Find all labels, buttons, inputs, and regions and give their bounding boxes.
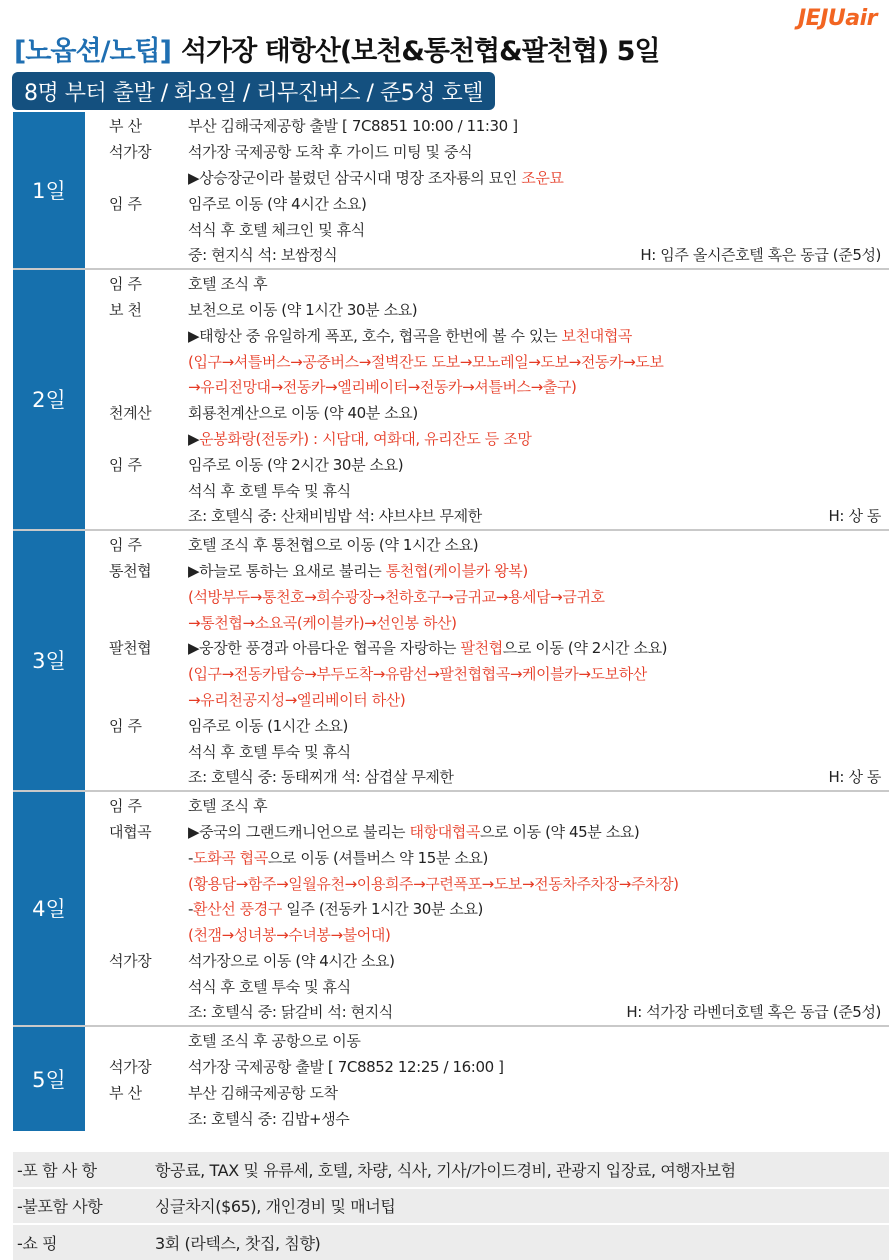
highlight-text: 보천대협곡	[561, 326, 632, 345]
itinerary-line	[85, 1028, 889, 1054]
terms-row	[13, 1150, 889, 1187]
terms-label: -쇼 핑	[17, 1233, 58, 1253]
description-text: 조: 호텔식 중: 김밥+생수	[188, 1109, 350, 1128]
place-name: 보 천	[109, 300, 142, 319]
itinerary-line	[85, 896, 889, 922]
line-description	[188, 167, 889, 188]
itinerary-line	[85, 532, 889, 558]
line-description	[188, 376, 889, 397]
day-body	[85, 270, 889, 529]
line-description	[188, 505, 889, 526]
day-row	[13, 112, 889, 268]
itinerary-line	[85, 948, 889, 974]
description-text: 석가장 국제공항 출발 [ 7C8852 12:25 / 16:00 ]	[188, 1058, 504, 1077]
line-description	[188, 821, 889, 842]
itinerary-line	[85, 558, 889, 584]
highlight-text: 태항대협곡	[409, 822, 480, 841]
highlight-text: (황용담→함주→일월유천→이용희주→구련폭포→도보→전동차주차장→주차장)	[188, 874, 679, 893]
description-text: 호텔 조식 후 통천협으로 이동 (약 1시간 소요)	[188, 536, 479, 555]
highlight-text: (입구→셔틀버스→공중버스→절벽잔도 도보→모노레일→도보→전동카→도보	[188, 352, 664, 371]
line-description	[188, 193, 889, 214]
terms-label: -포 함 사 항	[17, 1160, 97, 1180]
highlight-text: →유리천공지성→엘리베이터 하산)	[188, 690, 406, 709]
place-name: 임 주	[109, 536, 142, 555]
description-text: 석식 후 호텔 체크인 및 휴식	[188, 220, 365, 239]
place-name: 임 주	[109, 194, 142, 213]
line-description	[188, 663, 889, 684]
highlight-text: 조운묘	[521, 168, 564, 187]
line-description	[188, 741, 889, 762]
line-description	[188, 689, 889, 710]
itinerary-line	[85, 922, 889, 948]
itinerary-line	[85, 609, 889, 635]
description-text: 호텔 조식 후 공항으로 이동	[188, 1032, 361, 1051]
highlight-text: 환산선 풍경구	[193, 900, 282, 919]
terms-row	[13, 1187, 889, 1224]
itinerary-line	[85, 1079, 889, 1105]
line-description	[188, 795, 889, 816]
day-body	[85, 792, 889, 1025]
highlight-text: →유리전망대→전동카→엘리베이터→전동카→셔틀버스→출구)	[188, 378, 577, 397]
place-name: 통천협	[109, 561, 152, 580]
itinerary-line	[85, 139, 889, 165]
title-main: 석가장 태항산(보천&통천협&팔천협) 5일	[180, 35, 660, 67]
hotel-info: H: 상 동	[828, 768, 881, 787]
itinerary-line	[85, 322, 889, 348]
description-text: 조: 호텔식 중: 산채비빔밥 석: 샤브샤브 무제한	[188, 507, 482, 526]
highlight-text: →통천협→소요곡(케이블카)→선인봉 하산)	[188, 613, 457, 632]
itinerary-line	[85, 374, 889, 400]
description-text: 부산 김해국제공항 출발 [ 7C8851 10:00 / 11:30 ]	[188, 117, 518, 136]
itinerary-line	[85, 348, 889, 374]
place-name: 석가장	[109, 143, 152, 162]
highlight-text: 운봉화랑(전동카) : 시담대, 여화대, 유리잔도 등 조망	[199, 429, 532, 448]
day-body	[85, 531, 889, 790]
itinerary-line	[85, 844, 889, 870]
line-description	[188, 637, 889, 658]
itinerary-line	[85, 999, 889, 1025]
line-description	[188, 950, 889, 971]
itinerary-line	[85, 712, 889, 738]
place-name: 부 산	[109, 117, 142, 136]
line-description	[188, 847, 889, 868]
description-text: ▶태항산 중 유일하게 폭포, 호수, 협곡을 한번에 볼 수 있는	[188, 326, 562, 345]
itinerary-line	[85, 819, 889, 845]
description-text: 호텔 조식 후	[188, 797, 268, 816]
line-description	[188, 428, 889, 449]
highlight-text: (석방부두→통천호→희수광장→천하호구→금귀교→용세담→금귀호	[188, 587, 605, 606]
itinerary-line	[85, 687, 889, 713]
description-text: ▶	[188, 429, 200, 448]
description-text: 중: 현지식 석: 보쌈정식	[188, 246, 338, 265]
line-description	[188, 351, 889, 372]
day-row	[13, 529, 889, 790]
title-tag: [노옵션/노팁]	[14, 35, 171, 67]
itinerary-line	[85, 400, 889, 426]
jejuair-logo: JEJUair	[798, 6, 877, 31]
place-name: 팔천협	[109, 639, 152, 658]
terms-label: -불포함 사항	[17, 1197, 103, 1217]
day-label: 1일	[13, 112, 85, 268]
place-name: 부 산	[109, 1083, 142, 1102]
terms-value: 3회 (라텍스, 찻집, 침향)	[155, 1233, 321, 1253]
day-label: 4일	[13, 792, 85, 1025]
description-text: 석가장 국제공항 도착 후 가이드 미팅 및 중식	[188, 143, 473, 162]
description-text: ▶중국의 그랜드캐니언으로 불리는	[188, 822, 410, 841]
line-description	[188, 715, 889, 736]
place-name: 대협곡	[109, 822, 152, 841]
line-description	[188, 873, 889, 894]
line-description	[188, 219, 889, 240]
description-text: -	[188, 848, 194, 867]
day-row	[13, 1025, 889, 1131]
itinerary-line	[85, 216, 889, 242]
itinerary-line	[85, 870, 889, 896]
itinerary-line	[85, 661, 889, 687]
terms-table	[13, 1150, 889, 1260]
description-text: 으로 이동 (약 45분 소요)	[479, 822, 640, 841]
description-text: 석식 후 호텔 투숙 및 휴식	[188, 742, 351, 761]
description-text: 회룡천계산으로 이동 (약 40분 소요)	[188, 404, 418, 423]
place-name: 임 주	[109, 455, 142, 474]
highlight-text: (입구→전동카탑승→부두도착→유람선→팔천협협곡→케이블카→도보하산	[188, 665, 647, 684]
itinerary-line	[85, 973, 889, 999]
place-name: 임 주	[109, 797, 142, 816]
line-description	[188, 115, 889, 136]
highlight-text: 통천협(케이블카 왕복)	[385, 561, 528, 580]
description-text: 조: 호텔식 중: 동태찌개 석: 삼겹살 무제한	[188, 768, 454, 787]
line-description	[188, 1030, 889, 1051]
itinerary-line	[85, 764, 889, 790]
line-description	[188, 560, 889, 581]
line-description	[188, 1082, 889, 1103]
line-description	[188, 402, 889, 423]
day-body	[85, 112, 889, 268]
itinerary-line	[85, 635, 889, 661]
line-description	[188, 976, 889, 997]
line-description	[188, 534, 889, 555]
line-description	[188, 480, 889, 501]
highlight-text: (천갬→성녀봉→수녀봉→불어대)	[188, 926, 391, 945]
itinerary-line	[85, 271, 889, 297]
itinerary-line	[85, 583, 889, 609]
description-text: 부산 김해국제공항 도착	[188, 1083, 338, 1102]
line-description	[188, 299, 889, 320]
description-text: 일주 (전동카 1시간 30분 소요)	[281, 900, 484, 919]
description-text: ▶웅장한 풍경과 아름다운 협곡을 자랑하는	[188, 639, 461, 658]
day-label: 3일	[13, 531, 85, 790]
itinerary-line	[85, 426, 889, 452]
day-row	[13, 268, 889, 529]
place-name: 임 주	[109, 716, 142, 735]
place-name: 임 주	[109, 275, 142, 294]
description-text: ▶상승장군이라 불렸던 삼국시대 명장 조자룡의 묘인	[188, 168, 522, 187]
description-text: 으로 이동 (약 2시간 소요)	[502, 639, 668, 658]
line-description	[188, 1108, 889, 1129]
description-text: -	[188, 900, 194, 919]
page-title	[14, 28, 660, 68]
description-text: 으로 이동 (셔틀버스 약 15분 소요)	[267, 848, 488, 867]
place-name: 석가장	[109, 951, 152, 970]
description-text: 호텔 조식 후	[188, 275, 268, 294]
description-text: 조: 호텔식 중: 닭갈비 석: 현지식	[188, 1003, 393, 1022]
itinerary-line	[85, 451, 889, 477]
day-row	[13, 790, 889, 1025]
terms-value: 항공료, TAX 및 유류세, 호텔, 차량, 식사, 기사/가이드경비, 관광지 입장료, 여행자보험	[155, 1160, 736, 1180]
itinerary-line	[85, 242, 889, 268]
line-description	[188, 924, 889, 945]
description-text: 임주로 이동 (1시간 소요)	[188, 716, 348, 735]
hotel-info: H: 상 동	[828, 507, 881, 526]
hotel-info: H: 임주 올시즌호텔 혹은 동급 (준5성)	[640, 246, 881, 265]
line-description	[188, 612, 889, 633]
itinerary-line	[85, 1105, 889, 1131]
line-description	[188, 898, 889, 919]
place-name: 천계산	[109, 404, 152, 423]
terms-value: 싱글차지($65), 개인경비 및 매너팁	[155, 1197, 396, 1217]
itinerary-line	[85, 113, 889, 139]
itinerary-line	[85, 503, 889, 529]
line-description	[188, 766, 889, 787]
itinerary-line	[85, 297, 889, 323]
description-text: 임주로 이동 (약 2시간 30분 소요)	[188, 455, 404, 474]
highlight-text: 도화곡 협곡	[193, 848, 268, 867]
description-text: ▶하늘로 통하는 요새로 불리는	[188, 561, 386, 580]
line-description	[188, 325, 889, 346]
itinerary-line	[85, 190, 889, 216]
line-description	[188, 586, 889, 607]
day-label: 2일	[13, 270, 85, 529]
description-text: 석가장으로 이동 (약 4시간 소요)	[188, 951, 395, 970]
terms-row	[13, 1223, 889, 1260]
day-label: 5일	[13, 1027, 85, 1131]
subtitle-badge: 8명 부터 출발 / 화요일 / 리무진버스 / 준5성 호텔	[12, 72, 495, 110]
itinerary-line	[85, 477, 889, 503]
line-description	[188, 141, 889, 162]
line-description	[188, 1056, 889, 1077]
description-text: 임주로 이동 (약 4시간 소요)	[188, 194, 367, 213]
itinerary-line	[85, 1054, 889, 1080]
hotel-info: H: 석가장 라벤더호텔 혹은 동급 (준5성)	[626, 1003, 881, 1022]
itinerary-line	[85, 738, 889, 764]
place-name: 석가장	[109, 1058, 152, 1077]
itinerary-line	[85, 793, 889, 819]
line-description	[188, 454, 889, 475]
highlight-text: 팔천협	[460, 639, 503, 658]
description-text: 석식 후 호텔 투숙 및 휴식	[188, 977, 351, 996]
itinerary-line	[85, 165, 889, 191]
description-text: 석식 후 호텔 투숙 및 휴식	[188, 481, 351, 500]
description-text: 보천으로 이동 (약 1시간 30분 소요)	[188, 300, 418, 319]
day-body	[85, 1027, 889, 1131]
itinerary-table	[13, 112, 889, 1131]
line-description	[188, 273, 889, 294]
